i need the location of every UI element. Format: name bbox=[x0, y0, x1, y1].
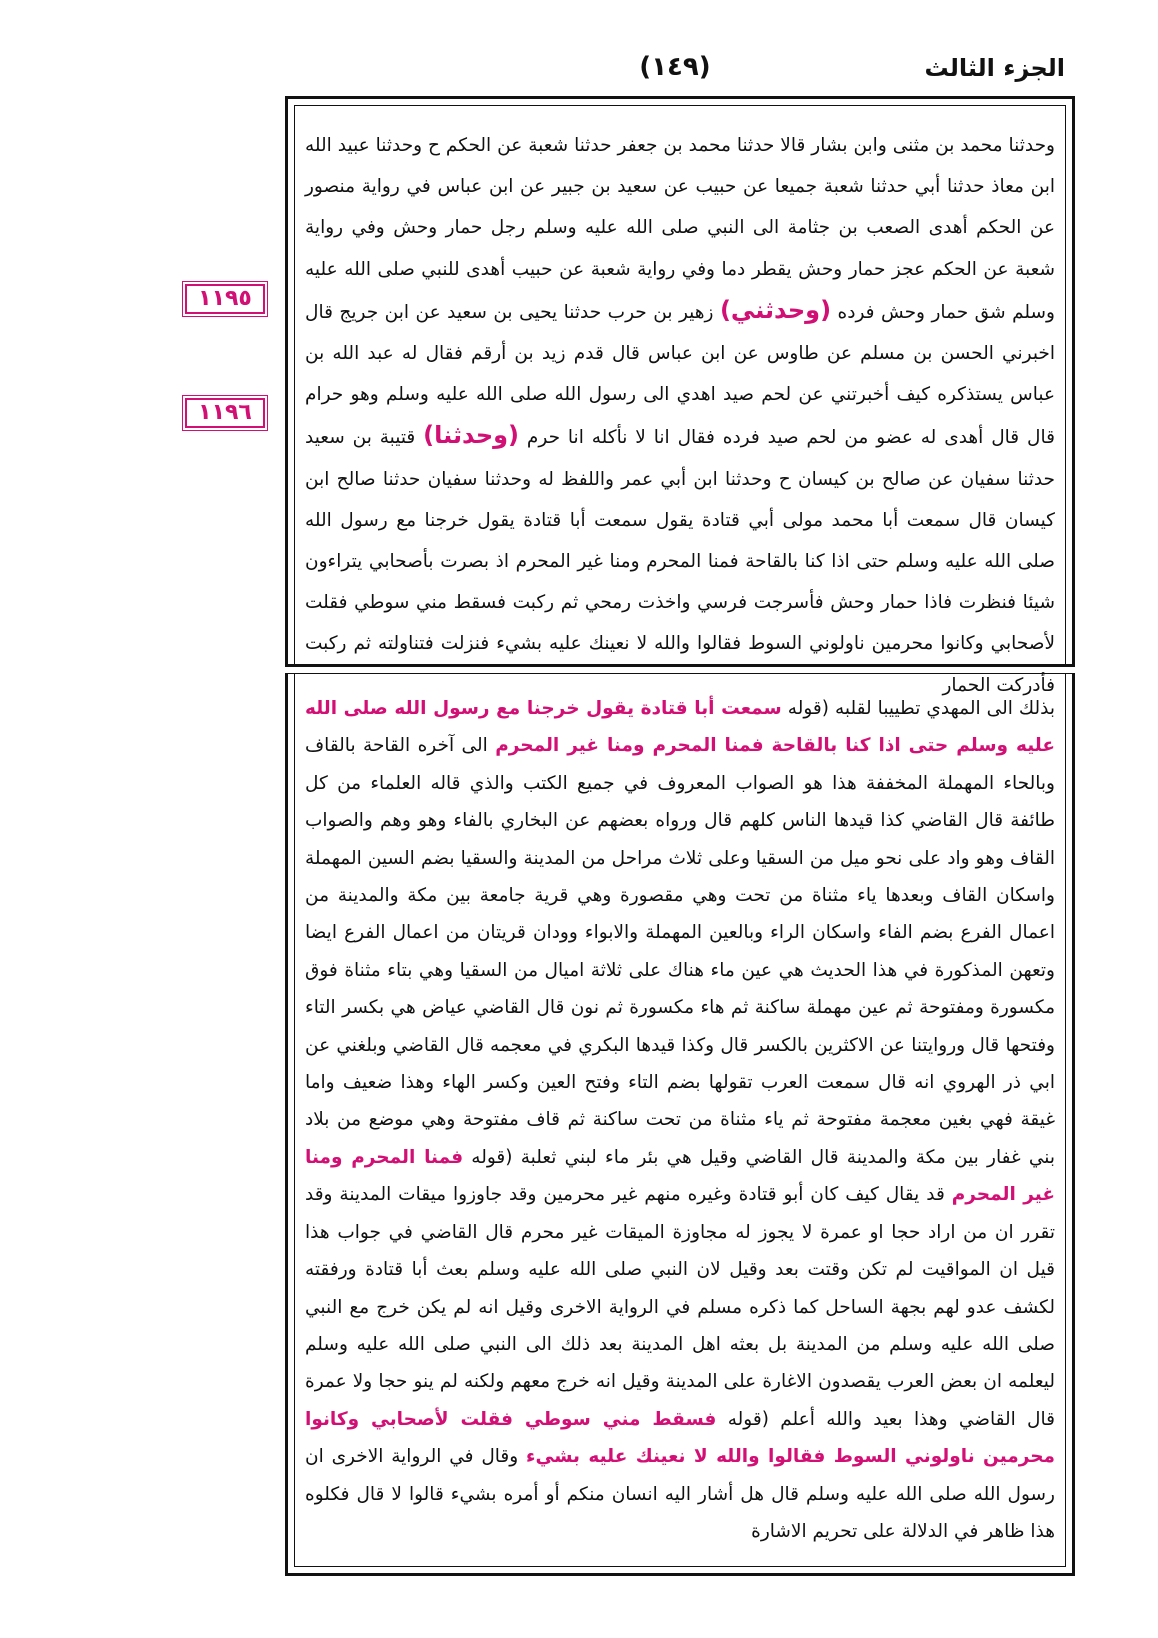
quoted-lemma: سمعت أبا قتادة يقول خرجنا مع رسول الله صلى الله عليه وسلم حتى اذا كنا بالقاحة فمنا المحرم ومنا غير المحرم bbox=[305, 698, 1055, 757]
hadith-number-1196: ١١٩٦ bbox=[185, 398, 265, 428]
part-title: الجزء الثالث bbox=[924, 54, 1065, 82]
page-number: (١٤٩) bbox=[639, 52, 711, 82]
quote-open: (قوله bbox=[471, 1146, 513, 1168]
narration-marker: (وحدثنا) bbox=[423, 421, 520, 450]
matn-paragraph: زهير بن حرب حدثنا يحيى بن سعيد عن ابن جريج قال اخبرني الحسن بن مسلم عن طاوس عن ابن عباس قال قدم زيد بن أرقم فقال له عبد الله بن عباس يستذكره كيف أخبرتني عن لحم صيد اهدي الى رسول الله صلى الله عليه وسلم وهو حرام قال قال أهدى له عضو من لحم صيد فرده فقال انا لا نأكله انا حرم bbox=[305, 301, 1055, 449]
sharh-text: وقال في الرواية الاخرى ان رسول الله صلى الله عليه وسلم قال هل أشار اليه انسان منكم أو أمره بشيء قالوا لا قال فكلوه هذا ظاهر في الدلالة على تحريم الاشارة bbox=[305, 1446, 1055, 1542]
running-header bbox=[285, 50, 1065, 90]
quoted-lemma: فسقط مني سوطي فقلت لأصحابي وكانوا محرمين ناولوني السوط فقالوا والله لا نعينك عليه بشيء bbox=[305, 1408, 1055, 1468]
matn-paragraph: وحدثنا محمد بن مثنى وابن بشار قالا حدثنا محمد بن جعفر حدثنا شعبة عن الحكم ح وحدثنا عبيد الله ابن معاذ حدثنا أبي حدثنا شعبة جميعا عن حبيب عن سعيد بن جبير عن ابن عباس في رواية منصور عن الحكم أهدى الصعب بن جثامة الى النبي صلى الله عليه وسلم رجل حمار وحش وفي رواية شعبة عن الحكم عجز حمار وحش يقطر دما وفي رواية شعبة عن حبيب أهدى للنبي صلى الله عليه وسلم شق حمار وحش فرده bbox=[305, 135, 1055, 323]
matn-paragraph: قتيبة بن سعيد حدثنا سفيان عن صالح بن كيسان ح وحدثنا ابن أبي عمر واللفظ له وحدثنا سفيان حدثنا صالح ابن كيسان قال سمعت أبا محمد مولى أبي قتادة يقول سمعت أبا قتادة يقول خرجنا مع رسول الله صلى الله عليه وسلم حتى اذا كنا بالقاحة فمنا المحرم ومنا غير المحرم اذ بصرت بأصحابي يتراءون شيئا فنظرت فاذا حمار وحش فأسرجت فرسي واخذت رمحي ثم ركبت فسقط مني سوطي فقلت لأصحابي وكانوا محرمين ناولوني السوط فقالوا والله لا نعينك عليه بشيء فنزلت فتناولته ثم ركبت فأدركت الحمار bbox=[305, 427, 1055, 696]
hadith-number-1195: ١١٩٥ bbox=[185, 284, 265, 314]
quoted-lemma: فمنا المحرم ومنا غير المحرم bbox=[305, 1146, 1055, 1206]
sharh-commentary bbox=[305, 690, 1055, 1550]
sharh-text: قد يقال كيف كان أبو قتادة وغيره منهم غير محرمين وقد جاوزوا ميقات المدينة وقد تقرر ان من اراد حجا او عمرة لا يجوز له مجاوزة الميقات غير محرم قال القاضي في جواب هذا قيل ان المواقيت لم تكن وقتت بعد وقيل لان النبي صلى الله عليه وسلم بعث أبا قتادة ورفقته لكشف عدو لهم بجهة الساحل كما ذكره مسلم في الرواية الاخرى وقيل انه لم يكن خرج مع النبي صلى الله عليه وسلم من المدينة بل بعثه اهل المدينة بعد ذلك الى النبي صلى الله عليه وسلم ليعلمه ان بعض العرب يقصدون الاغارة على المدينة وقيل انه خرج معهم ولكنه لم ينو حجا ولا عمرة قال القاضي وهذا بعيد والله أعلم bbox=[305, 1184, 1055, 1430]
sharh-text: الى آخره القاحة بالقاف وبالحاء المهملة المخففة هذا هو الصواب المعروف في جميع الكتب والذي قاله العلماء من كل طائفة قال القاضي كذا قيدها الناس كلهم قال ورواه بعضهم عن البخاري بالفاء وهو وهم والصواب القاف وهو واد على نحو ميل من السقيا وعلى ثلاث مراحل من المدينة والسقيا بضم السين المهملة واسكان القاف وبعدها ياء مثناة من تحت وهي مقصورة وهي قرية جامعة بين مكة والمدينة من اعمال الفرع بضم الفاء واسكان الراء وبالعين المهملة والابواء وودان قريتان من اعمال الفرع ايضا وتعهن المذكورة في هذا الحديث هي عين ماء هناك على ثلاثة اميال من السقيا وهي بتاء مثناة فوق مكسورة ومفتوحة ثم عين مهملة ساكنة ثم هاء مكسورة ثم نون قال القاضي عياض هي بكسر التاء وفتحها قال وروايتنا عن الاكثرين بالكسر قال وكذا قيدها البكري في معجمه قال القاضي وبلغني عن ابي ذر الهروي انه قال سمعت العرب تقولها بضم التاء وفتح العين وكسر الهاء وهذا ضعيف واما غيقة فهي بغين معجمة مفتوحة ثم ياء مثناة من تحت ساكنة ثم قاف مفتوحة وهي موضع من بلاد بني غفار بين مكة والمدينة قال القاضي وقيل هي بئر ماء لبني ثعلبة bbox=[305, 735, 1055, 1168]
quote-open: (قوله bbox=[787, 698, 829, 719]
sharh-text: بذلك الى المهدي تطييبا لقلبه bbox=[835, 698, 1055, 719]
narration-marker: (وحدثني) bbox=[719, 295, 832, 324]
quote-open: (قوله bbox=[727, 1408, 769, 1430]
matn-text bbox=[305, 125, 1055, 706]
